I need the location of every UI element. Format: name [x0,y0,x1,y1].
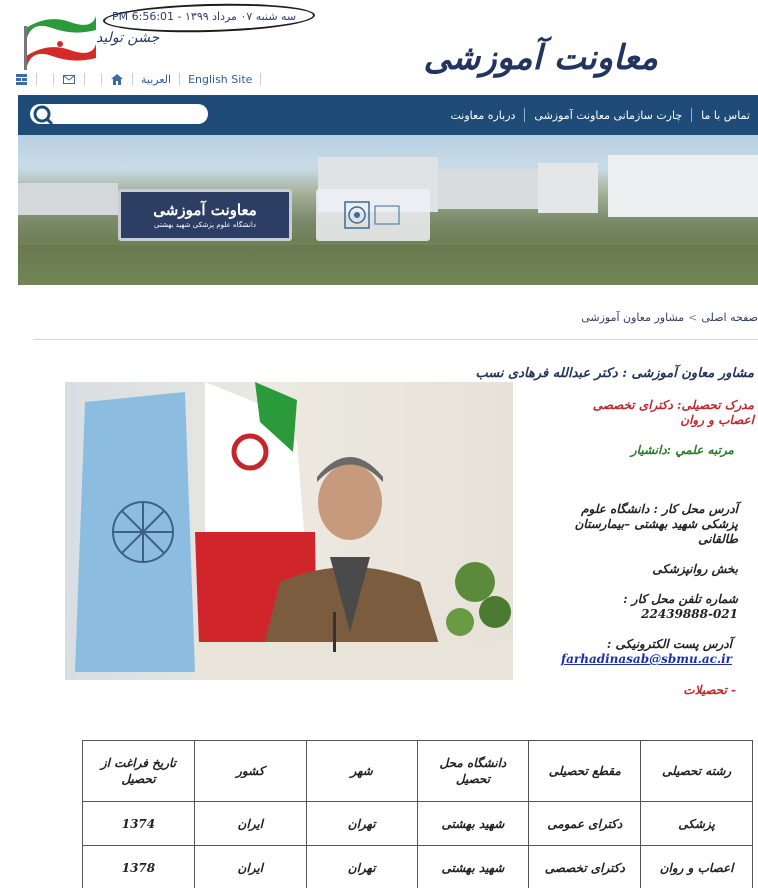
english-site-link[interactable]: English Site [188,72,253,86]
advisor-degree [518,398,754,428]
search-input[interactable] [30,104,208,124]
advisor-degree-line1: مدرک تحصیلی: دکترای تخصصی [592,398,754,412]
breadcrumb [581,311,758,324]
advisor-phone [502,592,738,622]
col-header-graduation: تاریخ فراغت از تحصیل [83,741,195,802]
site-header [0,0,758,95]
table-cell: شهید بهشتی [417,846,529,888]
sitemap-icon[interactable] [14,72,28,86]
table-row [83,802,753,846]
banner-badge-subtitle: دانشگاه علوم پزشکی شهید بهشتی [154,221,256,229]
col-header-city: شهر [306,741,417,802]
table-cell: ایران [194,802,306,846]
col-header-university: دانشگاه محل تحصیل [417,741,529,802]
advisor-degree-line2: اعصاب و روان [680,413,754,427]
search-icon[interactable] [32,104,54,126]
education-heading: - تحصیلات [683,683,736,697]
advisor-address-line1: آدرس محل کار : دانشگاه علوم [581,502,738,516]
table-cell: دکترای عمومی [529,802,641,846]
advisor-phone-number: 22439888-021 [641,607,738,621]
advisor-photo [65,382,513,680]
advisor-email-label: آدرس پست الکترونیکی : [606,637,732,651]
datetime-text: سه شنبه ۰۷ مرداد ۱۳۹۹ - 6:56:01 PM [112,10,297,23]
crest-icon [343,198,403,232]
advisor-address [502,502,738,547]
breadcrumb-separator: > [688,311,698,324]
jashn-tolid-logo: جشن تولید [96,30,160,46]
banner-badge [118,189,292,241]
mail-icon[interactable] [62,72,76,86]
table-cell: پزشکی [641,802,753,846]
table-cell: اعصاب و روان [641,846,753,888]
col-header-country: کشور [194,741,306,802]
iran-flag-icon [18,8,98,70]
col-header-field: رشته تحصیلی [641,741,753,802]
table-header-row [83,741,753,802]
advisor-email-block [496,637,732,667]
arabic-site-link[interactable]: العربية [141,72,172,86]
breadcrumb-current: مشاور معاون آموزشی [581,311,685,324]
header-banner [18,135,758,285]
col-header-level: مقطع تحصیلی [529,741,641,802]
nav-item-contact[interactable]: تماس با ما [701,108,750,122]
nav-item-about[interactable]: درباره معاونت [450,108,516,122]
university-crest-logo [316,189,430,241]
education-table [82,740,753,888]
advisor-phone-label: شماره تلفن محل کار : [623,592,738,606]
advisor-rank: مرتبه علمي :دانشیار [630,443,734,457]
advisor-address-line2: پزشکی شهید بهشتی –بیمارستان [574,517,738,531]
main-nav-bar [18,95,758,135]
nav-item-chart[interactable]: چارت سازمانی معاونت آموزشی [534,108,683,122]
breadcrumb-home[interactable]: صفحه اصلی [701,311,758,324]
table-cell: 1374 [83,802,195,846]
table-cell: 1378 [83,846,195,888]
table-cell: تهران [306,802,417,846]
advisor-email-link[interactable]: farhadinasab@sbmu.ac.ir [560,652,732,666]
site-logo[interactable]: معاونت آموزشی [423,38,658,78]
top-links [14,70,269,88]
home-icon[interactable] [110,72,124,86]
nav-menu [442,95,758,135]
table-row [83,846,753,888]
banner-badge-title: معاونت آموزشی [153,201,257,219]
table-cell: تهران [306,846,417,888]
divider [33,339,758,340]
advisor-address-line3: طالقانی [698,532,738,546]
advisor-department: بخش روانپزشکی [652,562,738,576]
table-cell: شهید بهشتی [417,802,529,846]
table-cell: ایران [194,846,306,888]
table-cell: دکترای تخصصی [529,846,641,888]
advisor-title: مشاور معاون آموزشی : دکتر عبدالله فرهادی نسب [475,366,754,381]
